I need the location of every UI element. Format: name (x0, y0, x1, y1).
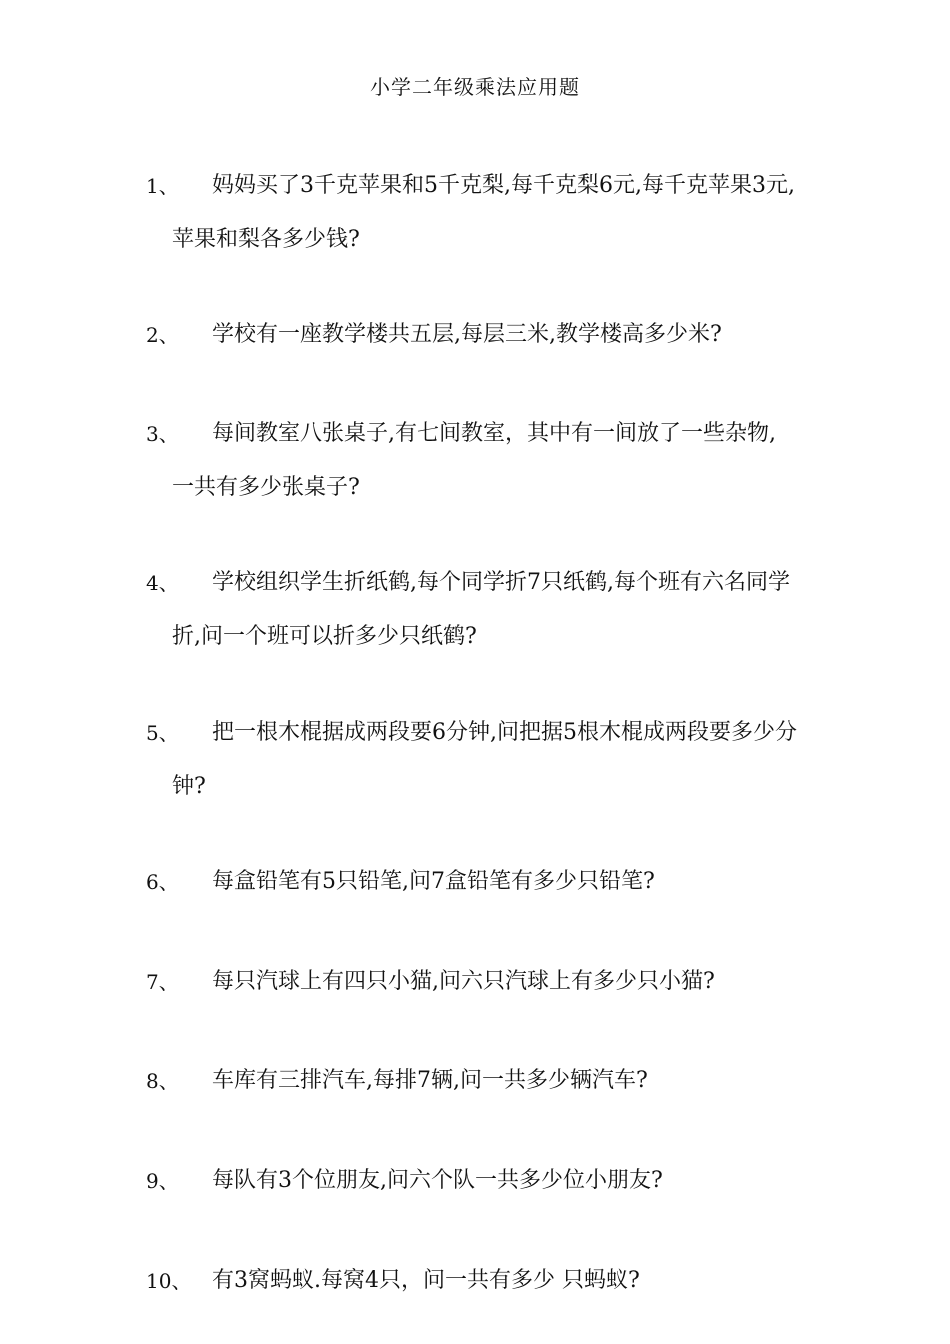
question-5 (146, 706, 846, 814)
question-9 (146, 1154, 846, 1208)
page-title: 小学二年级乘法应用题 (370, 75, 580, 99)
question-8 (146, 1054, 846, 1108)
question-number: 1、 (146, 174, 179, 198)
question-text-continued: 一共有多少张桌子? (172, 475, 360, 500)
question-number: 6、 (146, 870, 179, 894)
question-number: 3、 (146, 422, 179, 446)
question-10 (146, 1254, 846, 1308)
question-text: 每队有3个位朋友,问六个队一共多少位小朋友? (212, 1168, 663, 1193)
question-4 (146, 556, 846, 664)
question-number: 7、 (146, 970, 179, 994)
question-text: 每盒铅笔有5只铅笔,问7盒铅笔有多少只铅笔? (212, 869, 655, 894)
question-text: 有3窝蚂蚁.每窝4只，问一共有多少 只蚂蚁? (212, 1268, 640, 1293)
question-text-continued: 钟? (172, 774, 206, 799)
question-number: 10、 (146, 1269, 192, 1293)
question-text-continued: 折,问一个班可以折多少只纸鹤? (172, 624, 477, 649)
question-2 (146, 308, 846, 362)
question-text-continued: 苹果和梨各多少钱? (172, 227, 360, 252)
question-number: 8、 (146, 1069, 179, 1093)
question-number: 9、 (146, 1169, 179, 1193)
question-text: 把一根木棍据成两段要6分钟,问把据5根木棍成两段要多少分 (212, 720, 797, 745)
question-text: 妈妈买了3千克苹果和5千克梨,每千克梨6元,每千克苹果3元, (212, 173, 795, 198)
question-7 (146, 955, 846, 1009)
question-text: 每间教室八张桌子,有七间教室，其中有一间放了一些杂物, (212, 421, 776, 446)
question-number: 5、 (146, 721, 179, 745)
question-text: 车库有三排汽车,每排7辆,问一共多少辆汽车? (212, 1068, 648, 1093)
question-1 (146, 159, 846, 267)
question-number: 4、 (146, 571, 179, 595)
question-number: 2、 (146, 323, 179, 347)
question-3 (146, 407, 846, 515)
question-6 (146, 855, 846, 909)
question-text: 学校组织学生折纸鹤,每个同学折7只纸鹤,每个班有六名同学 (212, 570, 790, 595)
question-text: 每只汽球上有四只小猫,问六只汽球上有多少只小猫? (212, 969, 715, 994)
question-text: 学校有一座教学楼共五层,每层三米,教学楼高多少米? (212, 322, 722, 347)
